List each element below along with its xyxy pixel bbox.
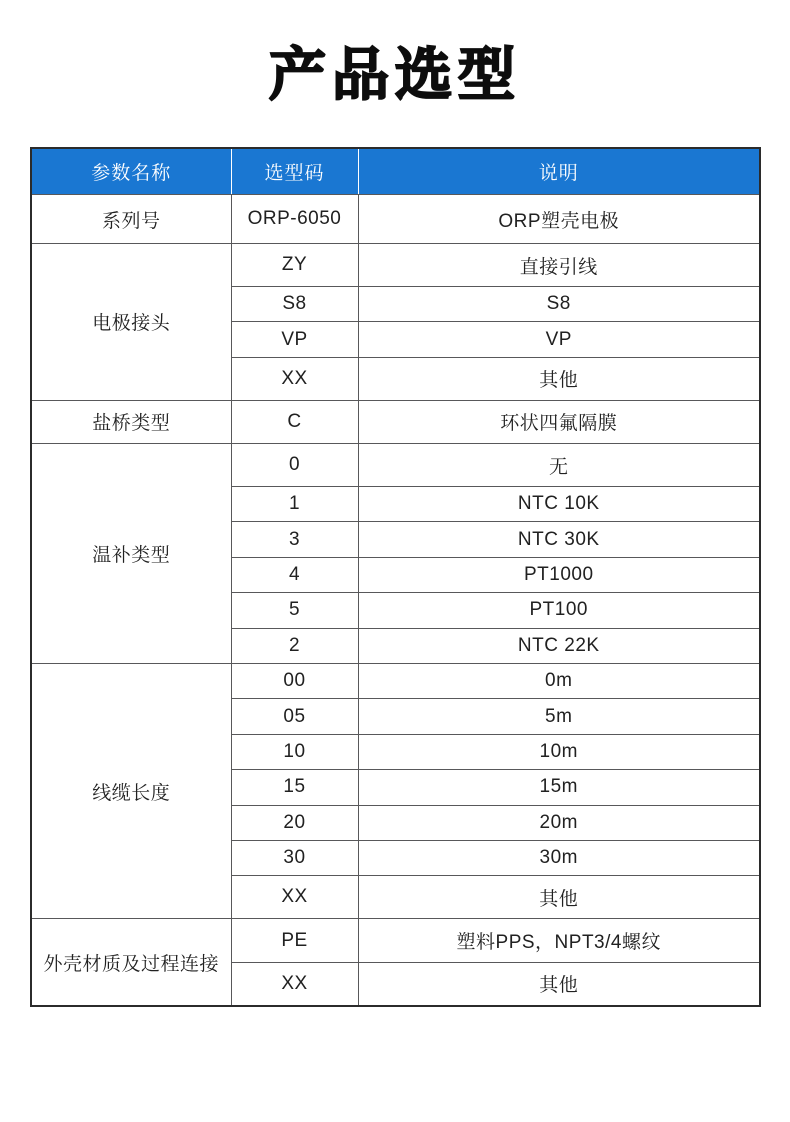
desc-cell: PT1000: [358, 557, 760, 592]
desc-cell: VP: [358, 322, 760, 357]
desc-cell: 塑料PPS，NPT3/4螺纹: [358, 919, 760, 962]
code-cell: ZY: [231, 244, 358, 287]
desc-cell: 直接引线: [358, 244, 760, 287]
table-row: [31, 444, 760, 487]
param-cell: 电极接头: [31, 244, 231, 401]
desc-cell: 15m: [358, 770, 760, 805]
code-cell: 10: [231, 734, 358, 769]
desc-cell: 20m: [358, 805, 760, 840]
param-cell: 外壳材质及过程连接: [31, 919, 231, 1006]
code-cell: XX: [231, 962, 358, 1006]
product-selection-table-container: [30, 147, 761, 1007]
desc-cell: PT100: [358, 593, 760, 628]
code-cell: 1: [231, 487, 358, 522]
desc-cell: 10m: [358, 734, 760, 769]
table-header-row: [31, 148, 760, 195]
code-cell: 4: [231, 557, 358, 592]
table-row: [31, 195, 760, 244]
param-cell: 线缆长度: [31, 664, 231, 919]
code-cell: XX: [231, 876, 358, 919]
code-cell: 0: [231, 444, 358, 487]
desc-cell: NTC 22K: [358, 628, 760, 663]
desc-cell: S8: [358, 287, 760, 322]
code-cell: PE: [231, 919, 358, 962]
code-cell: 05: [231, 699, 358, 734]
desc-cell: 其他: [358, 962, 760, 1006]
table-row: [31, 244, 760, 287]
code-cell: 30: [231, 841, 358, 876]
table-row: [31, 400, 760, 443]
code-cell: ORP-6050: [231, 195, 358, 244]
desc-cell: 30m: [358, 841, 760, 876]
code-cell: S8: [231, 287, 358, 322]
table-row: [31, 919, 760, 962]
code-cell: 2: [231, 628, 358, 663]
code-cell: 15: [231, 770, 358, 805]
param-cell: 温补类型: [31, 444, 231, 664]
column-header-code: 选型码: [231, 148, 358, 195]
column-header-param: 参数名称: [31, 148, 231, 195]
desc-cell: 其他: [358, 357, 760, 400]
code-cell: VP: [231, 322, 358, 357]
desc-cell: NTC 10K: [358, 487, 760, 522]
desc-cell: NTC 30K: [358, 522, 760, 557]
desc-cell: 5m: [358, 699, 760, 734]
param-cell: 系列号: [31, 195, 231, 244]
table-row: [31, 664, 760, 699]
code-cell: C: [231, 400, 358, 443]
code-cell: 3: [231, 522, 358, 557]
spec-table: [30, 147, 761, 1007]
desc-cell: 其他: [358, 876, 760, 919]
code-cell: 00: [231, 664, 358, 699]
param-cell: 盐桥类型: [31, 400, 231, 443]
code-cell: XX: [231, 357, 358, 400]
page-title: 产品选型: [269, 43, 521, 107]
desc-cell: 环状四氟隔膜: [358, 400, 760, 443]
code-cell: 20: [231, 805, 358, 840]
column-header-desc: 说明: [358, 148, 760, 195]
code-cell: 5: [231, 593, 358, 628]
desc-cell: 0m: [358, 664, 760, 699]
desc-cell: ORP塑壳电极: [358, 195, 760, 244]
desc-cell: 无: [358, 444, 760, 487]
